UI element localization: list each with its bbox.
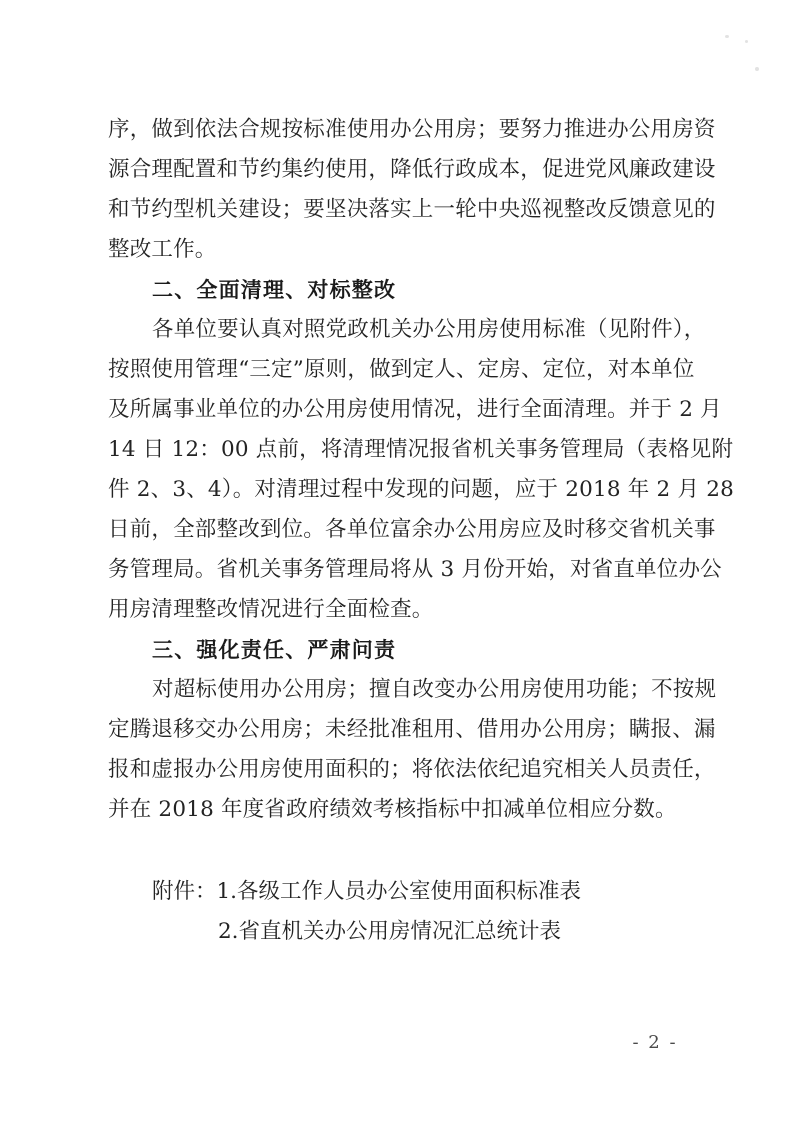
- text-line: 对超标使用办公用房；擅自改变办公用房使用功能；不按规: [152, 677, 717, 702]
- text-line: 定腾退移交办公用房；未经批准租用、借用办公用房；瞒报、漏: [108, 717, 716, 742]
- text-line: 及所属事业单位的办公用房使用情况，进行全面清理。并于 2 月: [108, 397, 722, 422]
- section-two: [108, 270, 734, 630]
- attachment-item-2: 2.省直机关办公用房情况汇总统计表: [218, 919, 562, 944]
- scan-speckle: [745, 40, 748, 43]
- text-line: 各单位要认真对照党政机关办公用房使用标准（见附件），: [152, 317, 706, 342]
- text-line: 14 日 12：00 点前，将清理情况报省机关事务管理局（表格见附: [108, 437, 734, 462]
- text-line: 源合理配置和节约集约使用，降低行政成本，促进党风廉政建设: [108, 157, 716, 182]
- section-three: [108, 630, 717, 830]
- text-line: 务管理局。省机关事务管理局将从 3 月份开始，对省直单位办公: [108, 557, 722, 582]
- page-number: [0, 1032, 800, 1053]
- scan-speckle: [725, 35, 729, 38]
- text-line: 按照使用管理“三定”原则，做到定人、定房、定位，对本单位: [108, 357, 695, 382]
- text-line: 和节约型机关建设；要坚决落实上一轮中央巡视整改反馈意见的: [108, 197, 716, 222]
- text-line: 件 2、3、4）。对清理过程中发现的问题，应于 2018 年 2 月 28: [108, 477, 734, 502]
- text-line: 用房清理整改情况进行全面检查。: [108, 597, 434, 622]
- section-two-heading: 二、全面清理、对标整改: [152, 278, 397, 302]
- attachment-item-1: 附件：1.各级工作人员办公室使用面积标准表: [152, 879, 582, 904]
- text-line: 日前，全部整改到位。各单位富余办公用房应及时移交省机关事: [108, 517, 716, 542]
- document-text-body: [108, 110, 734, 952]
- text-line: 序，做到依法合规按标准使用办公用房；要努力推进办公用房资: [108, 117, 716, 142]
- paragraph-continued: [108, 110, 716, 270]
- text-line: 并在 2018 年度省政府绩效考核指标中扣减单位相应分数。: [108, 797, 677, 822]
- scan-speckle: [755, 67, 759, 71]
- text-line: 报和虚报办公用房使用面积的；将依法依纪追究相关人员责任，: [108, 757, 716, 782]
- attachment-list: [108, 872, 696, 952]
- text-line: 整改工作。: [108, 237, 217, 262]
- section-three-heading: 三、强化责任、严肃问责: [152, 638, 397, 662]
- page-number-label: - 2 -: [632, 1032, 678, 1053]
